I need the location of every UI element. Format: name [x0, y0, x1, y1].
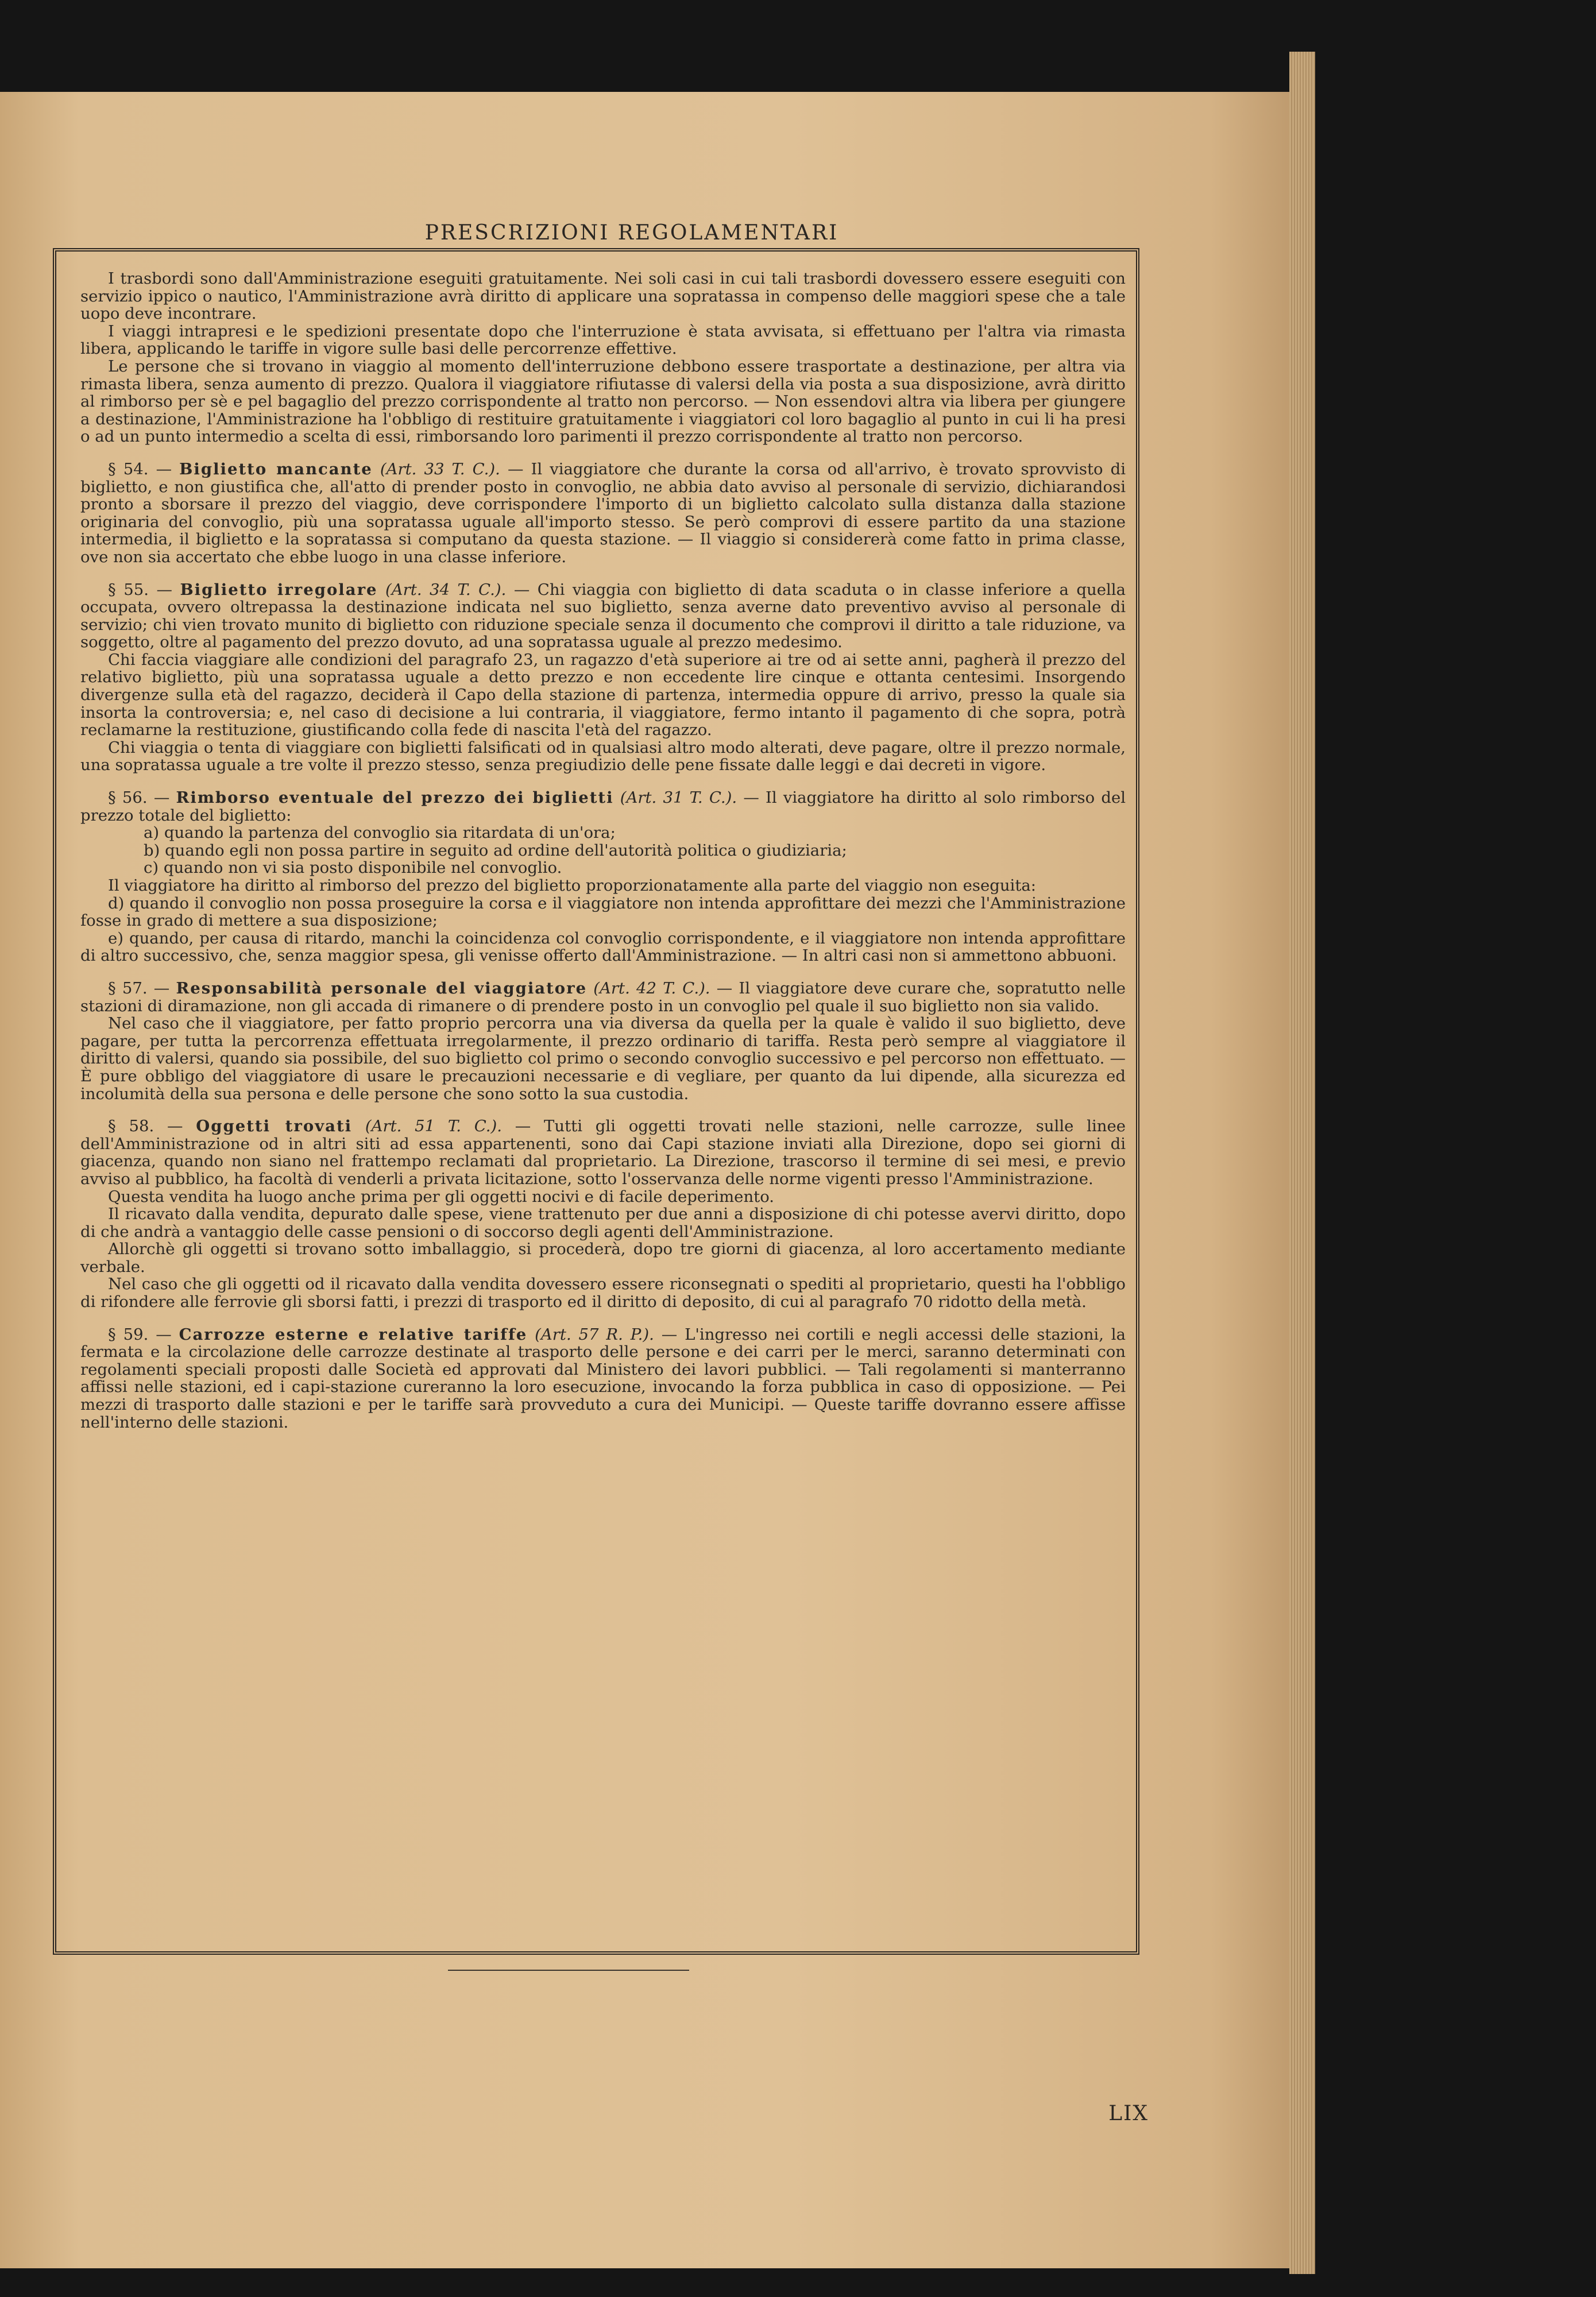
section-heading: Responsabilità personale del viaggiatore	[176, 979, 588, 997]
section-heading: Biglietto mancante	[179, 459, 373, 478]
section-heading: Rimborso eventuale del prezzo dei biglietti	[176, 788, 614, 807]
section-paragraph: Chi viaggia o tenta di viaggiare con biglietti falsificati od in qualsiasi altro modo alterati, deve pagare, oltre il prezzo normale, una sopratassa uguale a tre volte il prezzo stesso, senza pregiudizio delle pene fissate dalle leggi e dai decreti in vigore.	[80, 738, 1126, 775]
section-number: § 57. —	[108, 979, 170, 997]
section-number: § 56. —	[108, 788, 170, 807]
article-reference: (Art. 57 R. P.).	[535, 1325, 654, 1344]
section-number: § 58. —	[108, 1117, 183, 1136]
page-body	[80, 270, 1126, 1431]
list-item: a) quando la partenza del convoglio sia ritardata di un'ora;	[144, 823, 616, 842]
list-item: d) quando il convoglio non possa proseguire la corsa e il viaggiatore non intenda approfittare dei mezzi che l'Amministrazione fosse in grado di mettere a sua disposizione;	[80, 894, 1126, 930]
section-55	[80, 581, 1126, 651]
list-item: b) quando egli non possa partire in seguito ad ordine dell'autorità politica o giudiziaria;	[144, 841, 847, 860]
section-text: — L'ingresso nei cortili e negli accessi delle stazioni, la fermata e la circolazione delle carrozze destinate al trasporto delle persone e dei carri per le merci, saranno determinati con regolamenti speciali proposti dalle Società ed approvati dal Ministero dei lavori pubblici. — Tali regolamenti si manterranno affissi nelle stazioni, ed i capi-stazione cureranno la loro esecuzione, invocando la forza pubblica in caso di opposizione. — Pei mezzi di trasporto dalle stazioni e per le tariffe sarà provveduto a cura dei Municipi. — Queste tariffe dovranno essere affisse nell'interno delle stazioni.	[80, 1325, 1126, 1432]
article-reference: (Art. 42 T. C.).	[593, 979, 710, 997]
section-paragraph: Allorchè gli oggetti si trovano sotto imballaggio, si procederà, dopo tre giorni di giacenza, al loro accertamento mediante verbale.	[80, 1240, 1126, 1276]
section-number: § 55. —	[108, 580, 172, 599]
list-item: c) quando non vi sia posto disponibile nel convoglio.	[144, 859, 562, 877]
intro-paragraph: I trasbordi sono dall'Amministrazione eseguiti gratuitamente. Nei soli casi in cui tali trasbordi dovessero essere eseguiti con servizio ippico o nautico, l'Amministrazione avrà diritto di applicare una sopratassa in compenso delle maggiori spese che a tale uopo deve incontrare.	[80, 269, 1126, 323]
section-paragraph: Nel caso che il viaggiatore, per fatto proprio percorra una via diversa da quella per la quale è valido il suo biglietto, deve pagare, per tutta la percorrenza effettuata irregolarmente, il prezzo ordinario di tariffa. Resta però sempre al viaggiatore il diritto di valersi, quando sia possibile, del suo biglietto col primo o secondo convoglio successivo e pel percorso non effettuato. — È pure obbligo del viaggiatore di usare le precauzioni necessarie e di vegliare, per quanto da lui dipende, alla sicurezza ed incolumità della sua persona e delle persone che sono sotto la sua custodia.	[80, 1014, 1126, 1103]
intro-paragraph: Le persone che si trovano in viaggio al momento dell'interruzione debbono essere trasportate a destinazione, per altra via rimasta libera, senza aumento di prezzo. Qualora il viaggiatore rifiutasse di valersi della via posta a sua disposizione, avrà diritto al rimborso per sè e pel bagaglio del prezzo corrispondente al tratto non percorso. — Non essendovi altra via libera per giungere a destinazione, l'Amministrazione ha l'obbligo di restituire gratuitamente i viaggiatori col loro bagaglio al punto in cui li ha presi o ad un punto intermedio a scelta di essi, rimborsando loro parimenti il prezzo corrispondente al tratto non percorso.	[80, 357, 1126, 446]
section-paragraph: Questa vendita ha luogo anche prima per gli oggetti nocivi e di facile deperimento.	[108, 1187, 775, 1206]
page-edges	[1289, 52, 1315, 2274]
section-56	[80, 789, 1126, 824]
article-reference: (Art. 34 T. C.).	[385, 580, 507, 599]
section-number: § 54. —	[108, 459, 172, 478]
section-58	[80, 1117, 1126, 1188]
list-item: e) quando, per causa di ritardo, manchi la coincidenza col convoglio corrispondente, e il viaggiatore non intenda approfittare di altro successivo, che, senza maggior spesa, gli venisse offerto dall'Amministrazione. — In altri casi non si ammettono abbuoni.	[80, 929, 1126, 965]
section-text: — Chi viaggia con biglietto di data scaduta o in classe inferiore a quella occupata, ovvero oltrepassa la destinazione indicata nel suo biglietto, senza averne dato preventivo avviso al personale di servizio; chi vien trovato munito di biglietto con riduzione speciale senza il documento che comprovi il diritto a tale riduzione, va soggetto, oltre al pagamento del prezzo dovuto, ad una sopratassa uguale al prezzo medesimo.	[80, 580, 1126, 652]
article-reference: (Art. 31 T. C.).	[620, 788, 737, 807]
section-59	[80, 1326, 1126, 1432]
closing-rule	[448, 1970, 689, 1971]
section-heading: Oggetti trovati	[196, 1117, 353, 1136]
running-title: PRESCRIZIONI REGOLAMENTARI	[424, 221, 839, 245]
section-text: — Il viaggiatore che durante la corsa od all'arrivo, è trovato sprovvisto di biglietto, e non giustifica che, all'atto di prender posto in convoglio, ne abbia dato avviso al personale di servizio, dichiarandosi pronto a sborsare il prezzo del viaggio, deve corrispondere l'importo di un biglietto calcolato sulla distanza dalla stazione originaria del convoglio, più una sopratassa uguale all'importo stesso. Se però comprovi di essere partito da una stazione intermedia, il biglietto e la sopratassa si computano da questa stazione. — Il viaggio si considererà come fatto in prima classe, ove non sia accertato che ebbe luogo in una classe inferiore.	[80, 459, 1126, 566]
section-57	[80, 980, 1126, 1015]
intro-paragraph: I viaggi intrapresi e le spedizioni presentate dopo che l'interruzione è stata avvisata, si effettuano per l'altra via rimasta libera, applicando le tariffe in vigore sulle basi delle percorrenze effettive.	[80, 322, 1126, 358]
article-reference: (Art. 33 T. C.).	[380, 459, 500, 478]
section-paragraph: Il viaggiatore ha diritto al rimborso del prezzo del biglietto proporzionatamente alla parte del viaggio non eseguita:	[108, 876, 1037, 895]
section-54	[80, 461, 1126, 566]
section-text: — Tutti gli oggetti trovati nelle stazioni, nelle carrozze, sulle linee dell'Amministrazione od in altri siti ad essa appartenenti, sono dai Capi stazione inviati alla Direzione, dopo sei giorni di giacenza, quando non siano nel frattempo reclamati dal proprietario. La Direzione, trascorso il termine di sei mesi, e previo avviso al pubblico, ha facoltà di venderli a privata licitazione, sotto l'osservanza delle norme vigenti presso l'Amministrazione.	[80, 1117, 1126, 1188]
article-reference: (Art. 51 T. C.).	[365, 1117, 503, 1136]
section-paragraph: Chi faccia viaggiare alle condizioni del paragrafo 23, un ragazzo d'età superiore ai tre od ai sette anni, pagherà il prezzo del relativo biglietto, più una sopratassa uguale a detto prezzo e non eccedente lire cinque e ottanta centesimi. Insorgendo divergenze sulla età del ragazzo, deciderà il Capo della stazione di partenza, intermedia oppure di arrivo, presso la quale sia insorta la controversia; e, nel caso di decisione a lui contraria, il viaggiatore, fermo intanto il pagamento di che sopra, potrà reclamarne la restituzione, giustificando colla fede di nascita l'età del ragazzo.	[80, 650, 1126, 740]
section-paragraph: Nel caso che gli oggetti od il ricavato dalla vendita dovessero essere riconsegnati o spediti al proprietario, questi ha l'obbligo di rifondere alle ferrovie gli sborsi fatti, i prezzi di trasporto ed il diritto di deposito, di cui al paragrafo 70 ridotto della metà.	[80, 1275, 1126, 1312]
page-number: LIX	[1108, 2102, 1149, 2125]
section-number: § 59. —	[108, 1325, 172, 1344]
section-text: — Il viaggiatore deve curare che, sopratutto nelle stazioni di diramazione, non gli accada di rimanere o di prendere posto in un convoglio pel quale il suo biglietto non sia valido.	[80, 979, 1126, 1015]
section-heading: Biglietto irregolare	[180, 580, 378, 599]
section-paragraph: Il ricavato dalla vendita, depurato dalle spese, viene trattenuto per due anni a disposizione di chi potesse avervi diritto, dopo di che andrà a vantaggio delle casse pensioni o di soccorso degli agenti dell'Amministrazione.	[80, 1205, 1126, 1241]
section-text: — Il viaggiatore ha diritto al solo rimborso del prezzo totale del biglietto:	[80, 788, 1126, 825]
section-heading: Carrozze esterne e relative tariffe	[179, 1325, 528, 1344]
